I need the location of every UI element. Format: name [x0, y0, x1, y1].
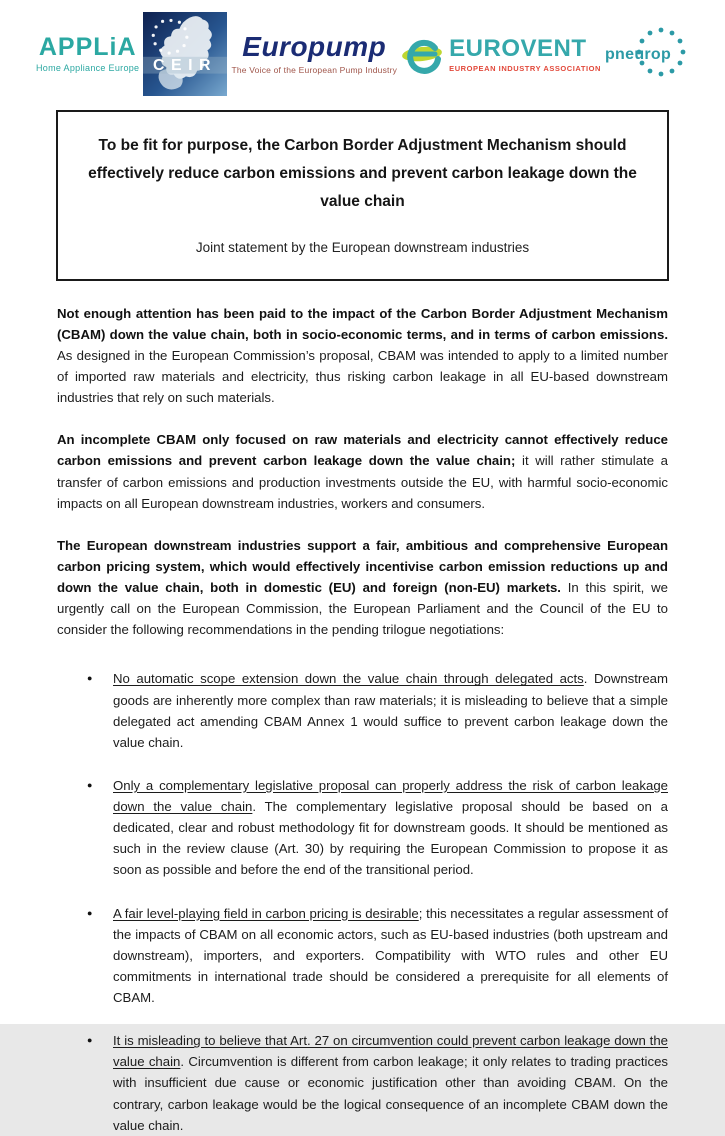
paragraph-1-rest: As designed in the European Commission’s proposal, CBAM was intended to apply to a limited number of imported raw materials and electricity, thus risking carbon leakage in all EU-based downstream industries that rely on such materials. — [57, 347, 668, 406]
eurovent-tagline: EUROPEAN INDUSTRY ASSOCIATION — [449, 64, 601, 73]
document-subtitle: Joint statement by the European downstream industries — [195, 239, 530, 255]
bullet-2-rest: . The complementary legislative proposal should be based on a dedicated, clear and robust methodology fit for downstream goods. It should be mentioned as such in the review clause (Art. 30) by requiring the European Commission to propose it as soon as possible and before the end of the transitional period. — [113, 799, 668, 878]
paragraph-3-lead: The European downstream industries support a fair, ambitious and comprehensive European carbon pricing system, which would effectively incentivise carbon emission reductions up and down the value chain, both in domestic (EU) and foreign (non-EU) markets. — [57, 537, 668, 596]
applia-wordmark: APPLiA — [38, 33, 137, 62]
bullet-4-lead: It is misleading to believe that Art. 27 on circumvention could prevent carbon leakage down the value chain — [113, 1033, 668, 1070]
ceir-wordmark: CEIR — [153, 56, 218, 74]
applia-tagline: Home Appliance Europe — [36, 62, 140, 73]
paragraph-2 — [57, 429, 668, 514]
ceir-logo-icon — [143, 12, 227, 96]
bullet-2-lead: Only a complementary legislative proposal can properly address the risk of carbon leakage down the value chain — [113, 777, 668, 815]
bullet-1-lead: No automatic scope extension down the value chain through delegated acts — [113, 671, 584, 687]
paragraph-3-rest: In this spirit, we urgently call on the European Commission, the European Parliament and the Council of the EU to consider the following recommendations in the pending trilogue negotiations: — [57, 580, 668, 638]
applia-logo — [36, 34, 139, 73]
europump-wordmark: Europump — [242, 31, 387, 63]
europump-logo — [231, 32, 397, 75]
bullet-3-lead: A fair level-playing field in carbon pricing is desirable — [113, 905, 419, 921]
bullet-3-rest: ; this necessitates a regular assessment of the impacts of CBAM on all economic actors, such as EU-based industries (both upstream and downstream), importers, and exporters. Compatibility with WTO rules and other EU commitments in international trade should be considered a prerequisite for all elements of CBAM. — [113, 905, 668, 1006]
europump-tagline: The Voice of the European Pump Industry — [231, 65, 398, 76]
logo-header — [0, 0, 725, 92]
eurovent-logo — [401, 33, 601, 75]
bullet-item — [87, 668, 668, 753]
bullet-4-rest: . Circumvention is different from carbon leakage; it only relates to trading practices with insufficient due cause or economic justification other than avoiding CBAM. On the contrary, carbon leakage would be the logical consequence of an incomplete CBAM down the value chain. — [113, 1054, 668, 1133]
paragraph-2-rest: it will rather stimulate a transfer of carbon emissions and production investments outside the EU, with harmful socio-economic impacts on all European downstream industries, workers and consumers. — [57, 453, 668, 511]
paragraph-2-lead: An incomplete CBAM only focused on raw materials and electricity cannot effectively reduce carbon emissions and prevent carbon leakage down the value chain; — [57, 432, 668, 469]
paragraph-1 — [57, 303, 668, 409]
bullet-item — [87, 903, 668, 1009]
bullet-1-rest: . Downstream goods are inherently more complex than raw materials; it is misleading to believe that a simple delegated act amending CBAM Annex 1 would suffice to prevent carbon leakage down the value chain. — [113, 671, 668, 750]
document-body — [57, 303, 668, 1136]
title-box — [56, 110, 669, 281]
eurovent-wordmark: EUROVENT — [449, 35, 587, 62]
recommendation-list — [57, 668, 668, 1135]
pneurop-wordmark: pneurop — [604, 46, 672, 63]
bullet-item — [87, 1030, 668, 1136]
bullet-item — [87, 775, 668, 881]
eurovent-e-icon — [401, 33, 443, 75]
paragraph-3 — [57, 535, 668, 641]
document-title: To be fit for purpose, the Carbon Border Adjustment Mechanism should effectively reduce carbon emissions and prevent carbon leakage down the value chain — [88, 137, 637, 210]
pneurop-logo — [605, 22, 691, 86]
paragraph-1-lead: Not enough attention has been paid to the impact of the Carbon Border Adjustment Mechanism (CBAM) down the value chain, both in socio-economic terms, and in terms of carbon emissions. — [57, 305, 668, 342]
